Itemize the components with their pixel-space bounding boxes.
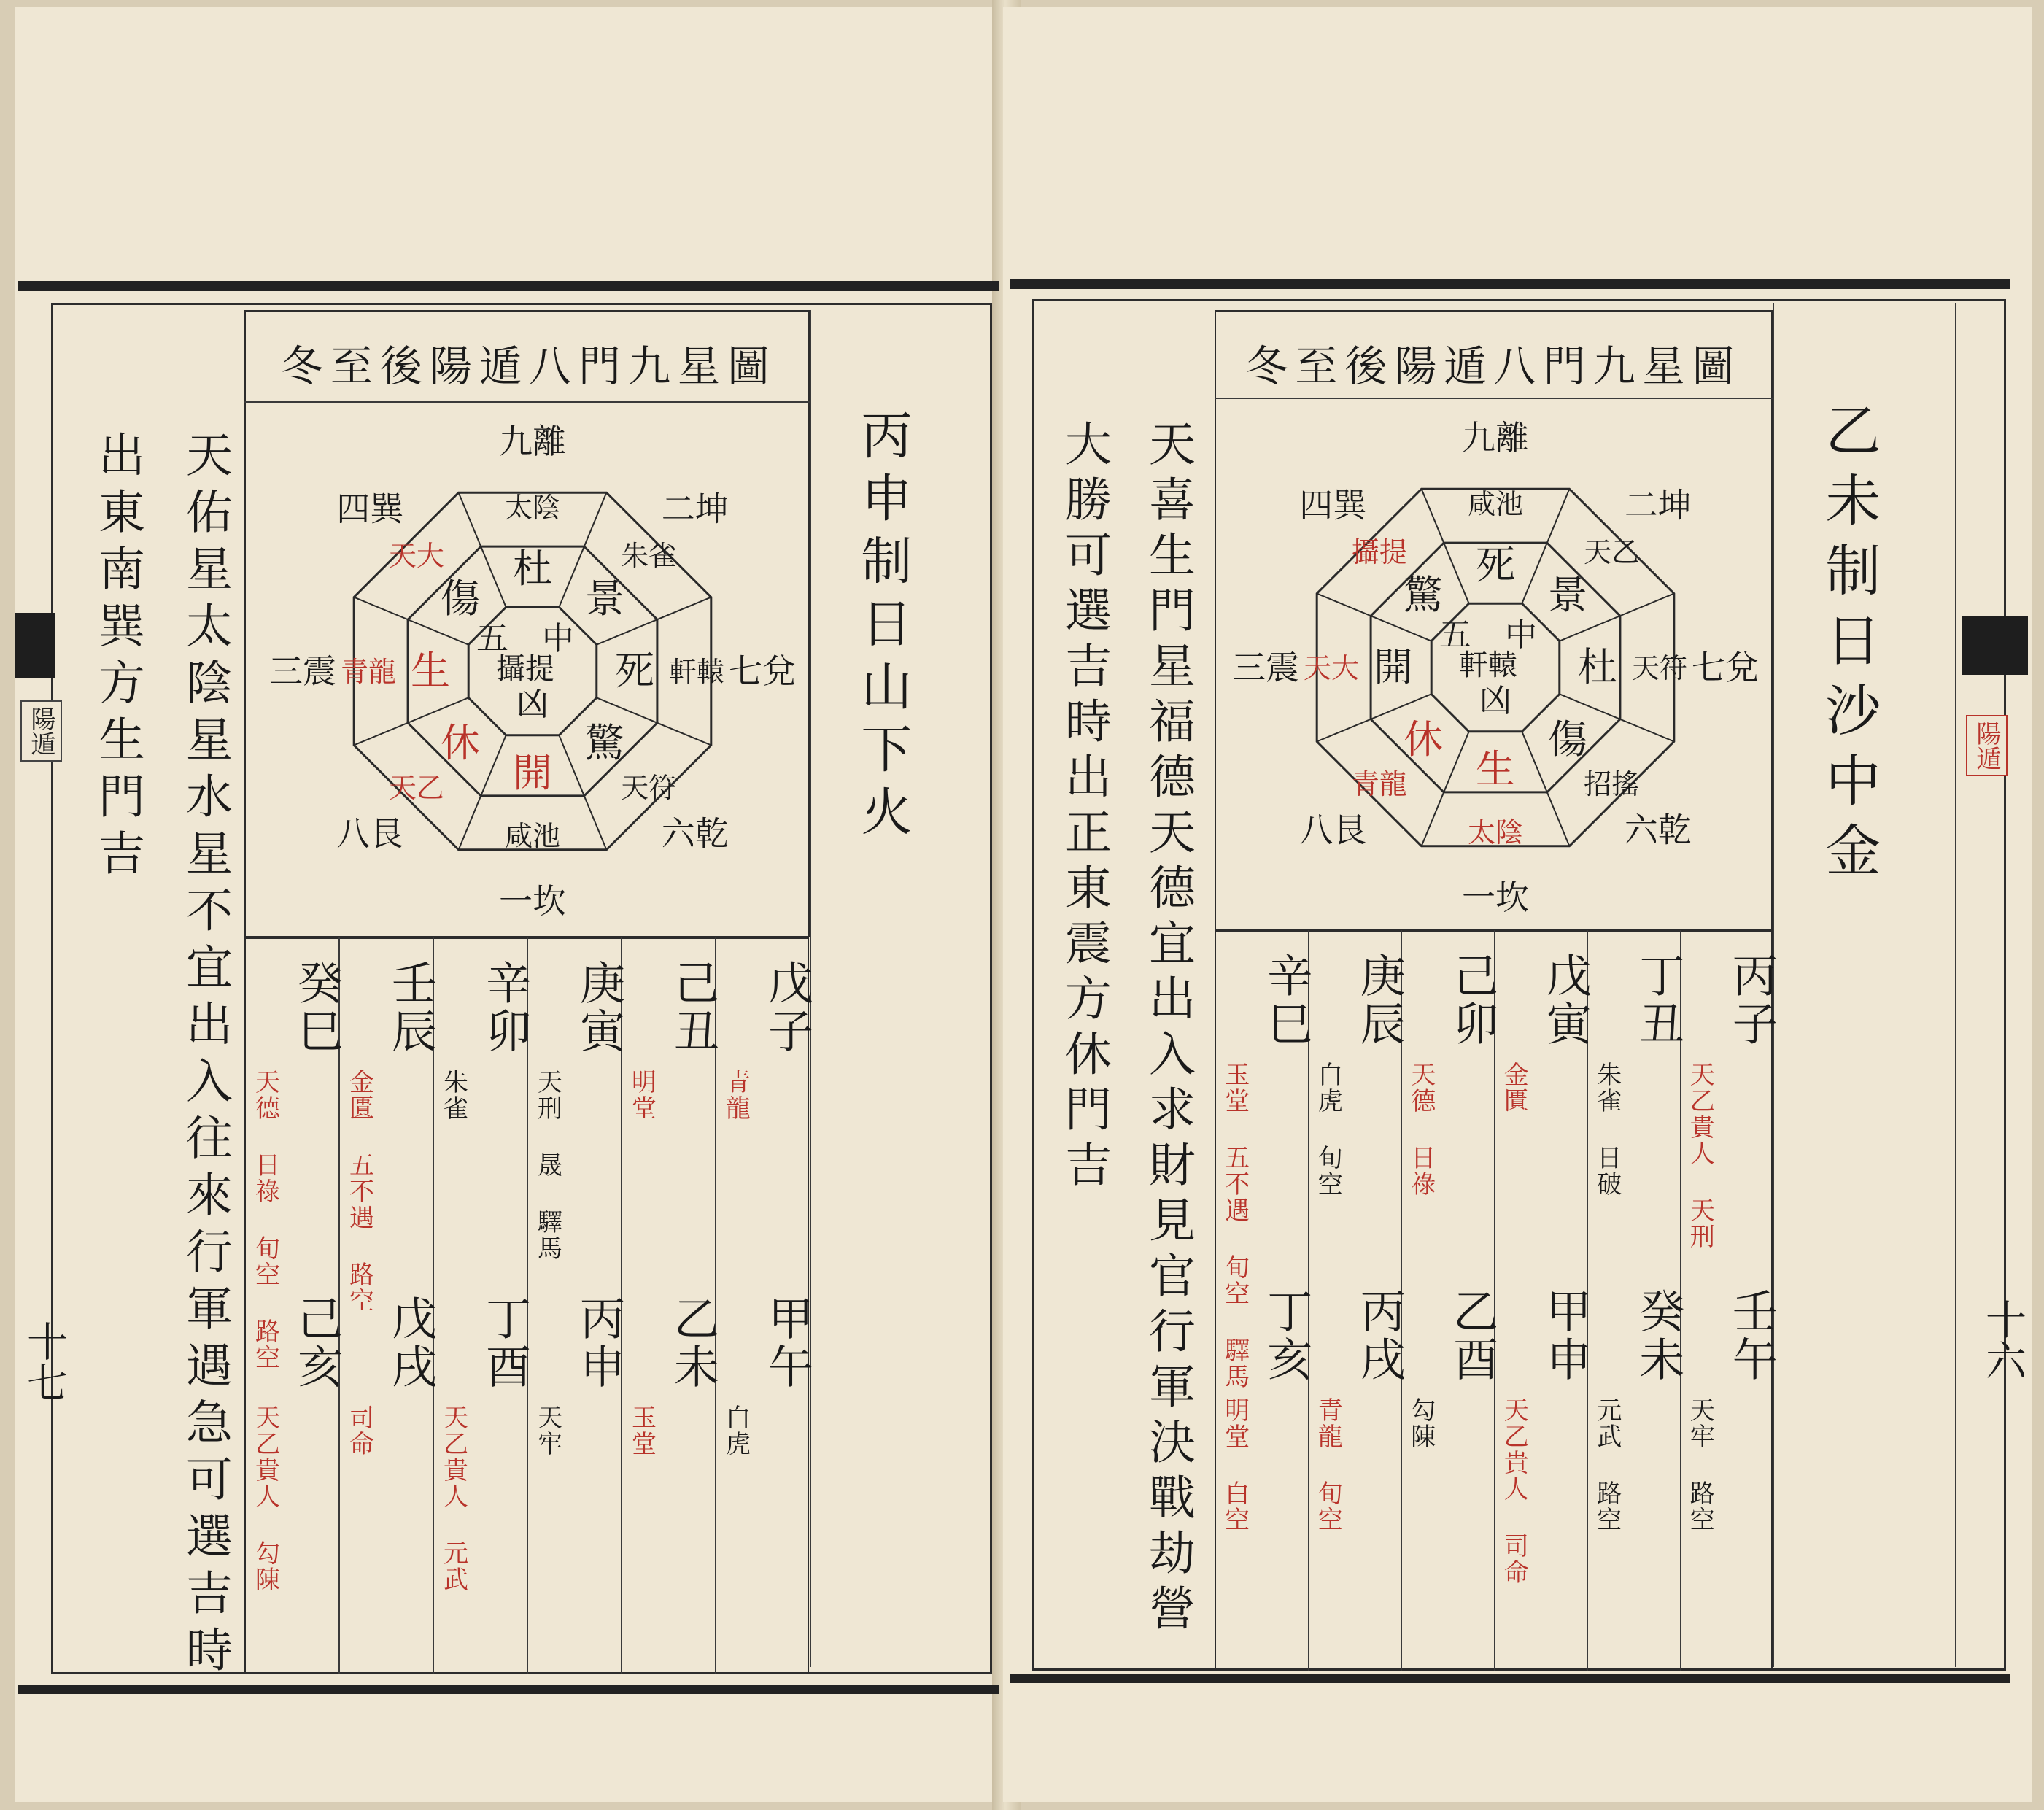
left-hour-top-note-4: 金匱 五不遇 路空 [344,1069,374,1314]
left-hour-bottom-1: 乙未 [666,1295,720,1391]
left-fold-mark [15,613,55,678]
right-trigram-5: 八艮 [1299,810,1367,850]
right-outer-star-5: 青龍 [1351,768,1407,801]
right-title-divider [1215,398,1773,399]
left-outer-star-6: 青龍 [340,656,397,688]
left-outer-star-0: 太陰 [504,492,561,524]
left-trigram-7: 四巽 [336,489,404,529]
right-hour-bottom-4: 丙戌 [1352,1288,1406,1384]
right-hour-bottom-note-5: 明堂 白空 [1220,1397,1250,1533]
right-gate-5: 休 [1404,716,1444,762]
left-outer-star-1: 朱雀 [621,539,677,572]
right-fold-mark [1962,616,2028,675]
left-diagram-title: 冬至後陽遁八門九星圖 [280,341,777,391]
left-trigram-5: 八艮 [336,813,404,854]
right-trigram-1: 二坤 [1624,485,1692,525]
right-outer-star-3: 招搖 [1584,768,1640,801]
right-gate-2: 杜 [1578,644,1617,690]
right-hour-bottom-note-4: 青龍 旬空 [1313,1397,1343,1533]
left-day-heading: 丙申制日山下火 [853,409,913,848]
left-hour-top-note-2: 天刑 晟 驛馬 [533,1069,562,1261]
right-gate-6: 開 [1374,644,1413,690]
left-gate-1: 景 [584,576,624,622]
right-margin-tab: 陽遁 [1966,715,2008,776]
right-outer-star-0: 咸池 [1467,488,1524,520]
right-hour-bottom-note-2: 天乙貴人 司命 [1499,1397,1529,1585]
right-hour-top-2: 戊寅 [1538,952,1592,1048]
left-title-divider [244,401,810,403]
right-bottom-rule [1010,1674,2010,1683]
right-gate-1: 景 [1547,572,1587,619]
right-hour-top-4: 庚辰 [1352,952,1406,1048]
right-hour-top-note-5: 玉堂 五不遇 旬空 驛馬 [1220,1061,1250,1390]
right-hour-top-3: 己卯 [1445,952,1499,1048]
right-gate-7: 驚 [1404,572,1444,619]
right-hour-top-note-2: 金匱 [1499,1061,1529,1114]
right-outer-star-1: 天乙 [1584,535,1640,568]
right-trigram-2: 七兌 [1692,648,1759,687]
left-center-omen: 凶 [516,686,549,723]
right-gate-3: 傷 [1547,716,1587,762]
left-hour-top-1: 己丑 [666,959,720,1056]
right-hour-bottom-3: 乙酉 [1445,1288,1499,1384]
left-center-hub: 中 [542,620,574,657]
left-trigram-0: 九離 [499,422,566,461]
left-hour-bottom-0: 甲午 [760,1295,814,1391]
right-hour-top-5: 辛巳 [1259,952,1313,1048]
right-day-heading: 乙未制日沙中金 [1816,401,1881,892]
right-gate-4: 生 [1476,746,1515,792]
right-outer-star-2: 天符 [1631,652,1688,684]
left-hour-bottom-5: 己亥 [290,1295,344,1391]
left-hour-bottom-note-5: 天乙貴人 勾陳 [250,1404,280,1593]
left-outer-star-4: 咸池 [504,820,561,852]
right-hour-bottom-note-0: 天牢 路空 [1685,1397,1715,1533]
right-top-rule [1010,279,2010,289]
right-center-omen: 凶 [1479,682,1511,719]
right-center-num: 五 [1439,616,1471,654]
right-gate-0: 死 [1476,542,1515,588]
left-gate-0: 杜 [513,546,552,592]
left-hour-bottom-note-3: 天乙貴人 元武 [438,1404,468,1593]
right-bagua-diagram [1232,418,1759,917]
left-trigram-4: 一坎 [499,881,566,921]
left-center-star: 攝提 [496,652,554,686]
right-hour-top-note-0: 天乙貴人 天刑 [1685,1061,1715,1250]
left-trigram-1: 二坤 [661,489,729,529]
right-diagram-title: 冬至後陽遁八門九星圖 [1245,341,1742,391]
right-folio: 十六 [1979,1299,2026,1380]
right-trigram-7: 四巽 [1299,485,1367,525]
left-commentary-col2: 出東南巽方生門吉 [90,430,144,886]
left-gate-3: 驚 [584,719,624,766]
right-center-hub: 中 [1505,616,1537,654]
left-bagua-diagram [269,422,796,921]
left-bottom-rule [18,1685,999,1694]
left-gate-6: 生 [411,648,450,694]
left-hour-top-note-1: 明堂 [627,1069,657,1121]
left-outer-star-2: 軒轅 [668,656,725,688]
left-hour-bottom-note-4: 司命 [344,1404,374,1457]
left-trigram-3: 六乾 [661,813,729,854]
left-gate-2: 死 [615,648,654,694]
right-trigram-0: 九離 [1462,418,1529,457]
right-outer-divider [1955,303,1956,1667]
left-hour-top-note-3: 朱雀 [438,1069,468,1121]
left-hour-top-note-0: 青龍 [721,1069,751,1121]
right-hour-top-note-4: 白虎 旬空 [1313,1061,1343,1197]
left-outer-star-5: 天乙 [388,772,444,805]
left-outer-star-3: 天符 [621,772,677,805]
left-outer-star-7: 天大 [388,539,444,572]
left-margin-tab: 陽遁 [20,700,62,762]
right-trigram-6: 三震 [1232,648,1299,687]
left-hour-bottom-3: 丁酉 [478,1295,532,1391]
left-hour-top-2: 庚寅 [572,959,626,1056]
right-hour-bottom-note-3: 勾陳 [1406,1397,1436,1450]
left-hour-top-note-5: 天德 日祿 旬空 路空 [250,1069,280,1371]
right-commentary-col1: 天喜生門星福德天德宜出入求財見官行軍決戰劫營 [1141,419,1195,1639]
right-trigram-4: 一坎 [1462,878,1529,917]
right-outer-star-7: 攝提 [1351,535,1407,568]
right-hour-bottom-1: 癸未 [1631,1288,1685,1384]
right-outer-star-6: 天大 [1303,652,1360,684]
right-center-star: 軒轅 [1459,649,1517,682]
right-hour-top-0: 丙子 [1724,952,1778,1048]
left-center-num: 五 [476,620,508,657]
left-hour-top-4: 壬辰 [384,959,438,1056]
right-hour-bottom-0: 壬午 [1724,1288,1778,1384]
right-hour-bottom-5: 丁亥 [1259,1288,1313,1384]
right-hour-top-1: 丁丑 [1631,952,1685,1048]
left-gate-7: 傷 [441,576,481,622]
right-hour-bottom-2: 甲申 [1538,1288,1592,1384]
left-hour-top-5: 癸巳 [290,959,344,1056]
left-hour-top-0: 戊子 [760,959,814,1056]
left-trigram-6: 三震 [269,651,336,691]
right-hour-top-note-1: 朱雀 日破 [1592,1061,1622,1197]
left-folio: 十七 [20,1320,68,1402]
right-hour-bottom-note-1: 元武 路空 [1592,1397,1622,1533]
left-gate-4: 開 [513,750,552,796]
left-gate-5: 休 [441,719,481,766]
left-hour-bottom-2: 丙申 [572,1295,626,1391]
left-hour-top-3: 辛卯 [478,959,532,1056]
left-top-rule [18,281,999,291]
left-hour-bottom-note-1: 玉堂 [627,1404,657,1457]
right-outer-star-4: 太陰 [1467,816,1524,848]
left-commentary-col1: 天佑星太陰星水星不宜出入往來行軍遇急可選吉時 [178,430,232,1682]
left-trigram-2: 七兌 [729,651,796,691]
left-hour-bottom-note-0: 白虎 [721,1404,751,1457]
right-hour-top-note-3: 天德 日祿 [1406,1061,1436,1197]
left-hour-bottom-4: 戊戌 [384,1295,438,1391]
right-trigram-3: 六乾 [1624,810,1692,850]
right-commentary-col2: 大勝可選吉時出正東震方休門吉 [1057,419,1111,1196]
left-hour-bottom-note-2: 天牢 [533,1404,562,1457]
